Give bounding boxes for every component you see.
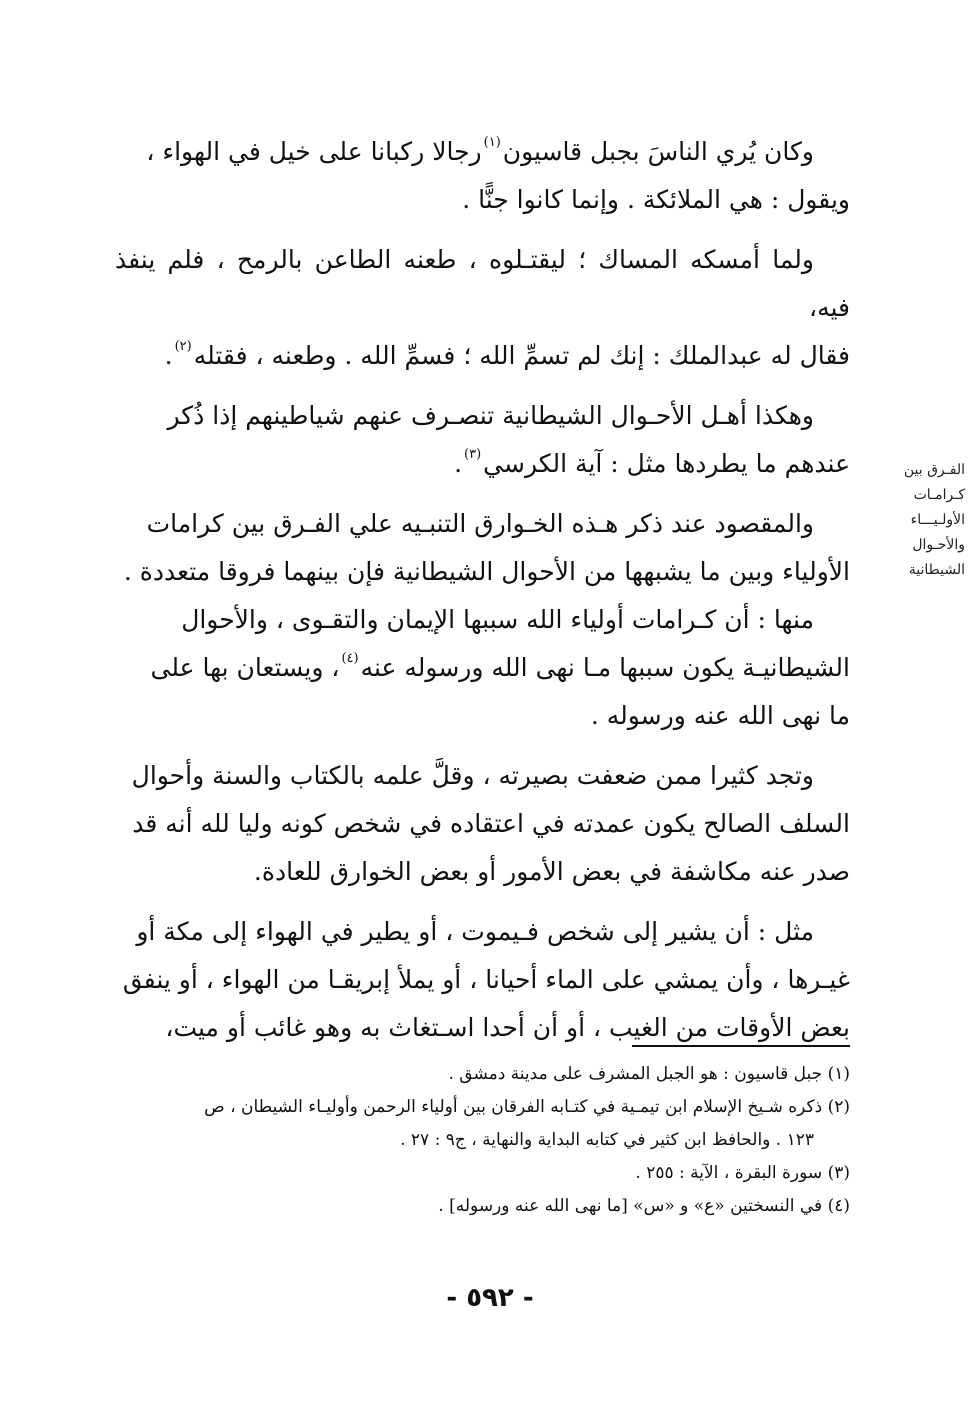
footnote-1: (١) جبل قاسيون : هو الجبل المشرف على مدينة دمشق . bbox=[448, 1064, 850, 1084]
page-number: - ٥٩٢ - bbox=[446, 1283, 534, 1313]
text-line: ويقول : هي الملائكة . وإنما كانوا جنًّا . bbox=[462, 185, 850, 214]
text-line: وكان يُري الناسَ بجبل قاسيون bbox=[502, 137, 814, 166]
margin-note bbox=[857, 458, 965, 583]
text-line: ، ويستعان بها على bbox=[150, 653, 340, 682]
text-line: الشيطانيـة يكون سببها مـا نهى الله ورسوله عنه bbox=[360, 653, 850, 682]
footnote-2: (٢) ذكره شـيخ الإسلام ابن تيمـية في كتـابه الفرقان بين أولياء الرحمن وأوليـاء الشيطان ، ص bbox=[204, 1097, 850, 1117]
paragraph-7 bbox=[115, 908, 850, 1052]
text-line: وتجد كثيرا ممن ضعفت بصيرته ، وقلَّ علمه بالكتاب والسنة وأحوال bbox=[131, 761, 814, 790]
text-line: ما نهى الله عنه ورسوله . bbox=[590, 701, 850, 730]
margin-note-line: الفـرق بين bbox=[903, 462, 965, 478]
text-line: . bbox=[164, 341, 173, 370]
text-line: عندهم ما يطردها مثل : آية الكرسي bbox=[483, 449, 850, 478]
paragraph-3 bbox=[115, 392, 850, 488]
paragraph-5 bbox=[115, 596, 850, 740]
text-line: رجالا ركبانا على خيل في الهواء ، bbox=[146, 137, 482, 166]
footnote-ref-2: (٢) bbox=[174, 339, 192, 354]
text-line: السلف الصالح يكون عمدته في اعتقاده في شخص كونه وليا لله أنه قد bbox=[132, 809, 850, 838]
paragraph-6 bbox=[115, 752, 850, 896]
main-text bbox=[115, 128, 850, 1052]
footnote-2-continuation: ١٢٣ . والحافظ ابن كثير في كتابه البداية والنهاية ، ج٩ : ٢٧ . bbox=[400, 1130, 814, 1150]
text-line: ولما أمسكه المساك ؛ ليقتـلوه ، طعنه الطاعن بالرمح ، فلم ينفذ فيه، bbox=[115, 245, 850, 322]
text-line: بعض الأوقات من الغيب ، أو أن أحدا اسـتغاث به وهو غائب أو ميت، bbox=[165, 1013, 850, 1042]
text-line: صدر عنه مكاشفة في بعض الأمور أو بعض الخوارق للعادة. bbox=[253, 857, 850, 886]
text-line: وهكذا أهـل الأحـوال الشيطانية تنصـرف عنهم شياطينهم إذا ذُكر bbox=[167, 401, 814, 430]
text-line: منها : أن كـرامات أولياء الله سببها الإيمان والتقـوى ، والأحوال bbox=[181, 605, 814, 634]
margin-note-line: كـرامـات bbox=[913, 487, 965, 503]
text-line: فقال له عبدالملك : إنك لم تسمِّ الله ؛ فسمِّ الله . وطعنه ، فقتله bbox=[193, 341, 850, 370]
footnotes bbox=[115, 1058, 850, 1223]
footnote-divider bbox=[632, 1045, 850, 1047]
footnote-ref-4: (٤) bbox=[341, 651, 359, 666]
footnote-3: (٣) سورة البقرة ، الآية : ٢٥٥ . bbox=[635, 1163, 850, 1183]
text-line: والمقصود عند ذكر هـذه الخـوارق التنبـيه علي الفـرق بين كرامات bbox=[146, 509, 814, 538]
margin-note-line: والأحـوال bbox=[912, 537, 965, 553]
paragraph-4 bbox=[115, 500, 850, 596]
margin-note-line: الأولـيـــاء bbox=[910, 512, 965, 528]
footnote-ref-3: (٣) bbox=[464, 447, 482, 462]
footnote-ref-1: (١) bbox=[483, 135, 501, 150]
footnote-4: (٤) في النسختين «ع» و «س» [ما نهى الله عنه ورسوله] . bbox=[438, 1196, 850, 1216]
paragraph-1 bbox=[115, 128, 850, 224]
text-line: غيـرها ، وأن يمشي على الماء أحيانا ، أو يملأ إبريقـا من الهواء ، أو ينفق bbox=[122, 965, 850, 994]
paragraph-2 bbox=[115, 236, 850, 380]
text-line: . bbox=[454, 449, 463, 478]
margin-note-line: الشيطانية bbox=[908, 562, 965, 578]
text-line: مثل : أن يشير إلى شخص فـيموت ، أو يطير في الهواء إلى مكة أو bbox=[136, 917, 814, 946]
text-line: الأولياء وبين ما يشبهها من الأحوال الشيطانية فإن بينهما فروقا متعددة . bbox=[123, 557, 850, 586]
